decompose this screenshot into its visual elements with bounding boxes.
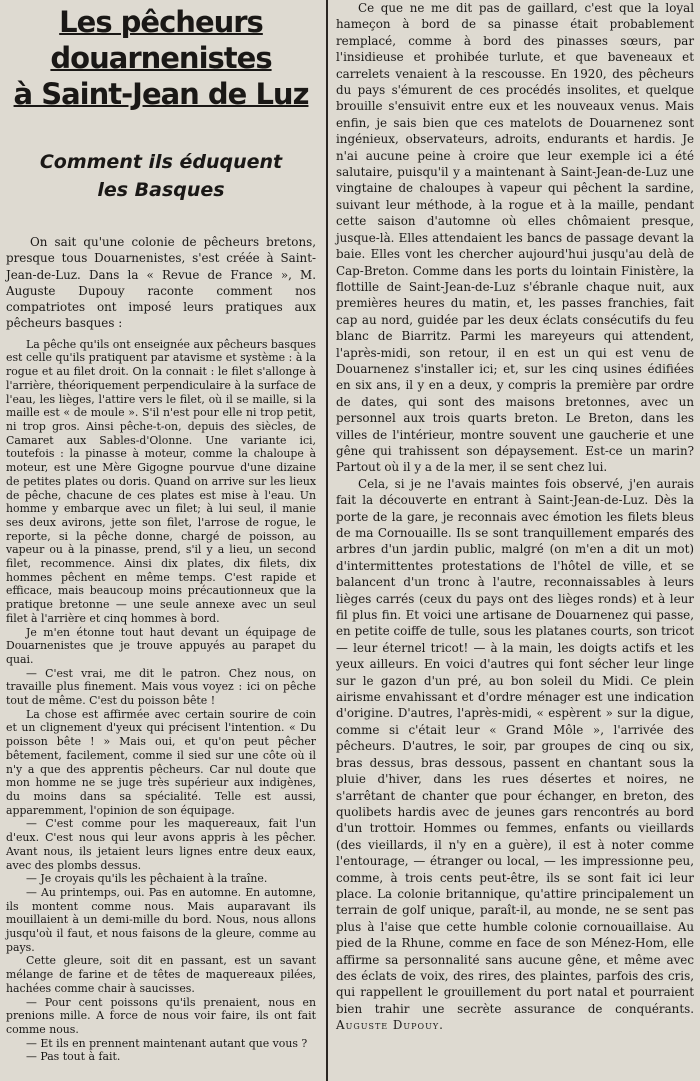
title-line-2: à Saint-Jean de Luz xyxy=(13,77,309,111)
paragraph: Cette gleure, soit dit en passant, est un savant mélange de farine et de têtes de maquereaux pilées, hachées comme chair à saucisses. xyxy=(6,954,316,995)
paragraph-text: Cela, si je ne l'avais maintes fois observé, j'en aurais fait la découverte en entrant à Saint-Jean-de-Luz. Dès la porte de la gare, je reconnais avec émotion les filets bleus de ma Cornouaille. Ils se sont tranquillement emparés des arbres d'un jardin public, malgré (on m'en a dit un mot) d'intermittentes protestations de l'hôtel de ville, et se balancent d'un tronc à l'autre, reconnaissables à leurs lièges carrés (ceux du pays ont des lièges ronds) et à leur fil plus fin. Et voici une artisane de Douarnenez qui passe, en petite coiffe de tulle, sous les platanes courts, son tricot — leur éternel tricot! — à la main, les doigts actifs et les yeux ailleurs. En voici d'autres qui font sécher leur linge sur le gazon d'un pré, au bon soleil du Midi. Ce plein airisme envahissant et d'ordre ménager est une indication d'origine. D'autres, l'après-midi, « espèrent » sur la digue, comme si c'était leur « Grand Môle », l'arrivée des pêcheurs. D'autres, le soir, par groupes de cinq ou six, bras dessus, bras dessous, passent en chantant sous la pluie d'hiver, dans les rues désertes et noires, ne s'arrêtant de chanter que pour échanger, en breton, des quolibets hardis avec de jeunes gars rencontrés au bord d'un trottoir. Hommes ou femmes, enfants ou vieillards (des vieillards, il n'y en a guère), il est à noter comme l'entourage, — étranger ou local, — les impressionne peu, comme, à trois cents peut-être, ils se sont fait ici leur place. La colonie britannique, qu'attire principalement un terrain de golf unique, paraît-il, au monde, ne se sent pas plus à l'aise que cette humble colonie cornouaillaise. Au pied de la Rhune, comme en face de son Ménez-Hom, elle affirme sa personnalité sans aucune gêne, et même avec des éclats de voix, des rires, des plaintes, parfois des cris, qui rappellent le grouillement du port natal et pourraient bien trahir une secrète assurance de conquérants. xyxy=(336,476,694,1016)
author-signature: Auguste Dupouy. xyxy=(336,1018,444,1033)
right-column xyxy=(332,0,698,1081)
paragraph: — Pour cent poissons qu'ils prenaient, nous en prenions mille. A force de nous voir faire, ils ont fait comme nous. xyxy=(6,995,316,1036)
paragraph: La chose est affirmée avec certain sourire de coin et un clignement d'yeux qui précisent l'intention. « Du poisson bête ! » Mais oui, et qu'on peut pêcher bêtement, facilement, comme il sied sur une côte où il n'y a que des apprentis pêcheurs. Car nul doute que mon homme ne se juge très supérieur aux indigènes, du moins dans sa spécialité. Telle est aussi, apparemment, l'opinion de son équipage. xyxy=(6,707,316,817)
paragraph: — Je croyais qu'ils les pêchaient à la traîne. xyxy=(26,872,268,886)
paragraph: Je m'en étonne tout haut devant un équipage de Douarnenistes que je trouve appuyés au parapet du quai. xyxy=(6,625,316,666)
paragraph: — Pas tout à fait. xyxy=(26,1050,121,1064)
paragraph: Ce que ne me dit pas de gaillard, c'est que la loyal hameçon à bord de sa pinasse était probablement remplacé, comme à bord des pinasses sœurs, par l'insidieuse et prohibée turlute, et que baveneaux et carrelets venaient à la rescousse. En 1920, des pêcheurs du pays s'émurent de ces procédés insolites, et quelque brouille s'ensuivit entre eux et les nouveaux venus. Mais enfin, je sais bien que ces matelots de Douarnenez sont ingénieux, observateurs, adroits, endurants et hardis. Je n'ai aucune peine à croire que leur exemple ici a été salutaire, puisqu'il y a maintenant à Saint-Jean-de-Luz une vingtaine de chaloupes à vapeur qui pêchent la sardine, suivant leur méthode, à la rogue et à la maille, pendant cette saison d'automne où elles chômaient presque, jusque-là. Elles attendaient les bancs de passage devant la baie. Elles vont les chercher aujourd'hui jusqu'au delà de Cap-Breton. Comme dans les ports du lointain Finistère, la flottille de Saint-Jean-de-Luz s'ébranle chaque nuit, aux premières heures du matin, et, les passes franchies, fait cap au nord, guidée par les deux éclats consécutifs du feu blanc de Biarritz. Parmi les mareyeurs qui attendent, l'après-midi, son retour, il en est un qui est venu de Douarnenez s'installer ici; et, sur les cinq usines édifiées en six ans, il y en a deux, y compris la première par ordre de dates, qui sont des maisons bretonnes, avec un personnel aux trois quarts breton. Le Breton, dans les villes de l'intérieur, montre souvent une gaucherie et une gêne qui trahissent son dépaysement. Est-ce un marin? Partout où il y a de la mer, il se sent chez lui. xyxy=(336,1,694,475)
subtitle-line-2: les Basques xyxy=(97,179,225,201)
intro-paragraph: On sait qu'une colonie de pêcheurs bretons, presque tous Douarnenistes, s'est créée à Saint-Jean-de-Luz. Dans la « Revue de France », M. Auguste Dupouy raconte comment nos compatriotes ont imposé leurs pratiques aux pêcheurs basques : xyxy=(6,235,316,331)
subtitle-line-1: Comment ils éduquent xyxy=(39,151,283,173)
article-title xyxy=(4,4,318,112)
paragraph: — C'est vrai, me dit le patron. Chez nous, on travaille plus finement. Mais vous voyez : ici on pêche tout de même. C'est du poisson bête ! xyxy=(6,666,316,708)
column-divider xyxy=(326,0,328,1081)
left-column xyxy=(0,0,322,1081)
right-body-text xyxy=(332,0,698,1034)
left-body-text xyxy=(0,338,322,1064)
title-line-1: Les pêcheurs douarnenistes xyxy=(50,5,272,75)
paragraph xyxy=(336,476,694,1034)
paragraph: — Au printemps, oui. Pas en automne. En automne, ils montent comme nous. Mais auparavant ils mouillaient à un demi-mille du bord. Nous, nous allons jusqu'où il faut, et nous faisons de la gleure, comme au pays. xyxy=(6,885,316,954)
paragraph: La pêche qu'ils ont enseignée aux pêcheurs basques est celle qu'ils pratiquent par atavisme et système : à la rogue et au filet droit. On la connait : le filet s'allonge à l'arrière, théoriquement perpendiculaire à la surface de l'eau, les lièges, l'attire vers le filet, où il se maille, si la maille est « de moule ». S'il n'est pour elle ni trop petit, ni trop gros. Ainsi pêche-t-on, depuis des siècles, de Camaret aux Sables-d'Olonne. Une variante ici, toutefois : la pinasse à moteur, comme la chaloupe à moteur, est une Mère Gigogne pourvue d'une dizaine de petites plates ou doris. Quand on arrive sur les lieux de pêche, chacune de ces plates est mise à l'eau. Un homme y embarque avec un filet; à lui seul, il manie ses deux avirons, jette son filet, l'arrose de rogue, le reporte, si la pêche donne, chargé de poisson, au vapeur ou à la pinasse, prend, s'il y a lieu, un second filet, recommence. Ainsi dix plates, dix filets, dix hommes pêchent en même temps. C'est rapide et efficace, mais beaucoup moins précautionneux que la pratique bretonne — une seule annexe avec un seul filet à l'arrière et cinq hommes à bord. xyxy=(6,337,316,625)
paragraph: — C'est comme pour les maquereaux, fait l'un d'eux. C'est nous qui leur avons appris à les pêcher. Avant nous, ils jetaient leurs lignes entre deux eaux, avec des plombs dessus. xyxy=(6,817,316,872)
article-subtitle xyxy=(10,148,312,204)
paragraph: — Et ils en prennent maintenant autant que vous ? xyxy=(26,1036,308,1050)
